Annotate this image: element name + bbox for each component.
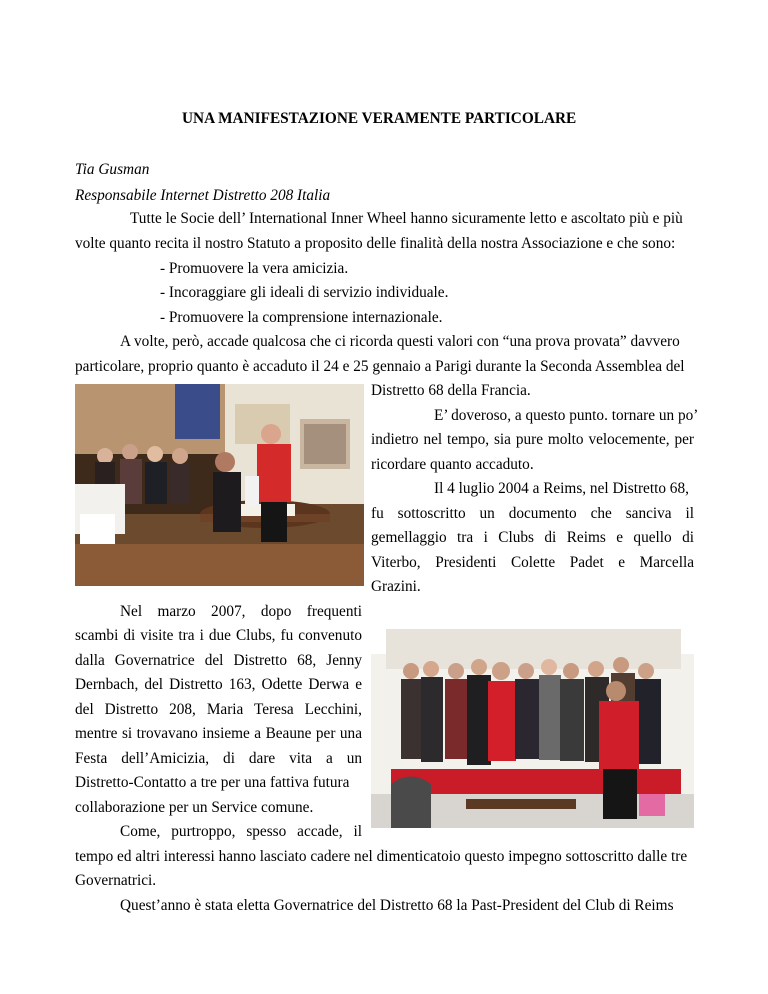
paragraph-line: Viterbo, Presidenti Colette Padet e Marcella: [371, 554, 694, 571]
document-title: UNA MANIFESTAZIONE VERAMENTE PARTICOLARE: [182, 110, 577, 127]
paragraph-line: tempo ed altri interessi hanno lasciato cadere nel dimenticatoio questo impegno sottoscritto dalle tre: [75, 848, 688, 865]
paragraph-line: scambi di visite tra i due Clubs, fu convenuto: [75, 627, 362, 644]
list-item: - Promuovere la comprensione internazionale.: [160, 309, 443, 326]
paragraph-line: Distretto-Contatto a tre per una fattiva futura: [75, 774, 350, 791]
paragraph-line: dalla Governatrice del Distretto 68, Jenny: [75, 652, 362, 669]
paragraph-line: ricordare quanto accaduto.: [371, 456, 534, 473]
paragraph-line: Come, purtroppo, spesso accade, il: [120, 823, 362, 840]
list-item: - Incoraggiare gli ideali di servizio individuale.: [160, 284, 449, 301]
paragraph-line: indietro nel tempo, sia pure molto velocemente, per: [371, 431, 694, 448]
author-role: Responsabile Internet Distretto 208 Italia: [75, 187, 331, 204]
paragraph-line: Nel marzo 2007, dopo frequenti: [120, 603, 362, 620]
list-item: - Promuovere la vera amicizia.: [160, 260, 349, 277]
paragraph-line: Dernbach, del Distretto 163, Odette Derwa e: [75, 676, 362, 693]
paragraph-line: Grazini.: [371, 578, 421, 595]
paragraph-line: del Distretto 208, Maria Teresa Lecchini,: [75, 701, 362, 718]
author-name: Tia Gusman: [75, 161, 150, 178]
paragraph-line: Quest’anno è stata eletta Governatrice del Distretto 68 la Past-President del Club di Reims: [120, 897, 674, 914]
paragraph-line: mentre si trovavano insieme a Beaune per una: [75, 725, 362, 742]
paragraph-line: Festa dell’Amicizia, di dare vita a un: [75, 750, 362, 767]
group-on-stage-photo: [371, 609, 694, 828]
paragraph-line: Tutte le Socie dell’ International Inner Wheel hanno sicuramente letto e ascoltato più e più: [130, 210, 683, 227]
paragraph-line: collaborazione per un Service comune.: [75, 799, 314, 816]
paragraph-line: Distretto 68 della Francia.: [371, 382, 531, 399]
paragraph-line: volte quanto recita il nostro Statuto a proposito delle finalità della nostra Associazione e che sono:: [75, 235, 676, 252]
signing-ceremony-photo: [75, 384, 364, 586]
paragraph-line: Governatrici.: [75, 872, 157, 889]
paragraph-line: gemellaggio tra i Clubs di Reims e quello di: [371, 529, 694, 546]
paragraph-line: particolare, proprio quanto è accaduto il 24 e 25 gennaio a Parigi durante la Seconda Assemblea del: [75, 358, 685, 375]
paragraph-line: E’ doveroso, a questo punto. tornare un po’: [434, 407, 699, 424]
paragraph-line: Il 4 luglio 2004 a Reims, nel Distretto 68,: [434, 480, 689, 497]
paragraph-line: A volte, però, accade qualcosa che ci ricorda questi valori con “una prova provata” davvero: [120, 333, 680, 350]
paragraph-line: fu sottoscritto un documento che sanciva il: [371, 505, 694, 522]
